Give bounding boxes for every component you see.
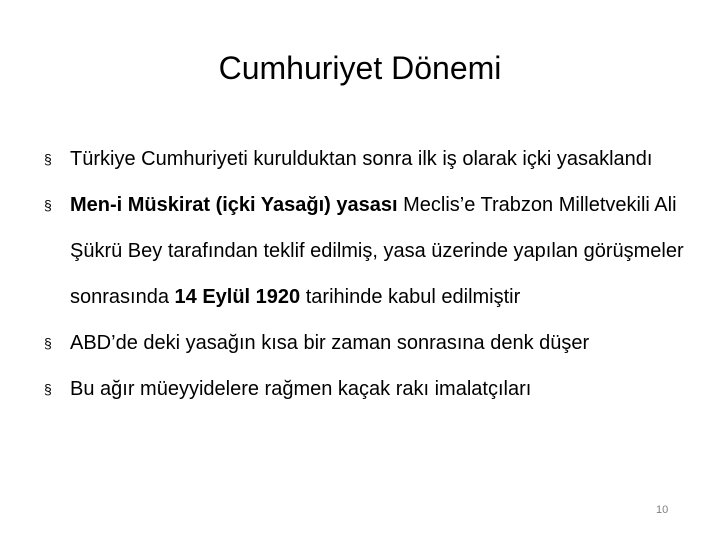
bullet-text: tarihinde kabul edilmiştir: [300, 286, 521, 308]
bullet-marker: §: [44, 381, 52, 397]
bullet-text: Türkiye Cumhuriyeti kurulduktan sonra ilk iş olarak içki yasaklandı: [70, 148, 653, 170]
bullet-text-bold-date: 14 Eylül 1920: [174, 286, 301, 308]
bullet-text: ABD’de deki yasağın kısa bir zaman sonrasına denk düşer: [70, 332, 590, 354]
bullet-item-2: [44, 182, 684, 320]
bullet-text: Bu ağır müeyyidelere rağmen kaçak rakı imalatçıları: [70, 378, 532, 400]
bullet-text-bold-law-name: Men-i Müskirat (içki Yasağı) yasası: [70, 194, 398, 216]
slide-title: Cumhuriyet Dönemi: [218, 50, 502, 86]
bullet-marker: §: [44, 197, 52, 213]
bullet-marker: §: [44, 335, 52, 351]
bullet-item-1: [44, 136, 684, 182]
bullet-list: [44, 136, 684, 412]
page-number: 10: [656, 504, 669, 516]
bullet-text: Meclis’e Trabzon Milletvekili Ali Şükrü Bey tarafından teklif edilmiş, yasa üzerinde yapılan görüşmeler sonrasında: [70, 194, 684, 308]
bullet-marker: §: [44, 151, 52, 167]
bullet-item-3: [44, 320, 684, 366]
bullet-item-4: [44, 366, 684, 412]
